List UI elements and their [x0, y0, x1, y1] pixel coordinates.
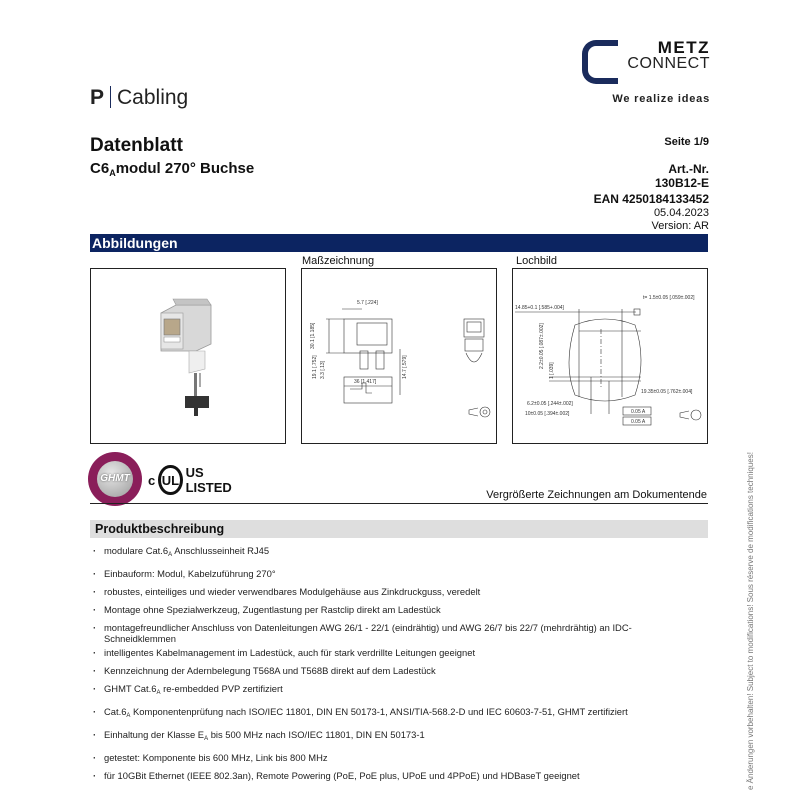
svg-text:1 [.039]: 1 [.039] [549, 362, 555, 379]
list-item: · $Cat.6_A$ Komponentenprüfung nach ISO/IEC 11801, DIN EN 50173-1, ANSI/TIA-568.2-D und IEC 60603-7-51, GHMT zertifiziert [92, 706, 702, 722]
section-abbildungen: Abbildungen [90, 234, 708, 252]
list-item: · intelligentes Kabelmanagement im Ladestück, auch für stark verdrillte Leitungen geeignet [92, 647, 702, 658]
ul-listed-badge: c UL US LISTED [148, 465, 232, 495]
svg-text:0.05 A: 0.05 A [631, 419, 646, 425]
logo-connect: CONNECT [627, 55, 710, 72]
product-description-list [92, 545, 702, 781]
art-label: Art.-Nr. [668, 162, 709, 176]
list-item: · montagefreundlicher Anschluss von Datenleitungen AWG 26/1 - 22/1 (eindrähtig) und AWG 26/7 bis 22/7 (mehrdrähtig) an IDC-Schneidklemmen [92, 622, 702, 644]
svg-text:6.2±0.05 [.244±.002]: 6.2±0.05 [.244±.002] [527, 401, 573, 407]
list-item: · Kennzeichnung der Adernbelegung T568A und T568B direkt auf dem Ladestück [92, 665, 702, 676]
ghmt-badge-icon: GHMT [88, 452, 142, 506]
svg-text:14.7 [.579]: 14.7 [.579] [402, 355, 408, 379]
svg-text:30.1 [1.185]: 30.1 [1.185] [310, 322, 316, 349]
list-item: · für 10GBit Ethernet (IEEE 802.3an), Remote Powering (PoE, PoE plus, UPoE und 4PPoE) und HDBaseT geeignet [92, 770, 702, 781]
logo-tagline: We realize ideas [612, 93, 710, 105]
svg-text:t= 1.5±0.05 [.059±.002]: t= 1.5±0.05 [.059±.002] [643, 295, 695, 301]
page-number: Seite 1/9 [664, 136, 709, 148]
metz-connect-logo [582, 38, 712, 108]
list-item: · getestet: Komponente bis 600 MHz, Link bis 800 MHz [92, 752, 702, 763]
dimension-drawing-icon [302, 269, 496, 443]
svg-text:2.2±0.05 [.087±.002]: 2.2±0.05 [.087±.002] [539, 323, 545, 369]
ean: EAN 4250184133452 [593, 192, 709, 206]
enlarged-drawings-note: Vergrößerte Zeichnungen am Dokumentende [486, 489, 707, 501]
dimension-drawing [301, 268, 497, 444]
list-item: · Einbauform: Modul, Kabelzuführung 270° [92, 568, 702, 579]
page-title: Datenblatt [90, 135, 183, 156]
list-item: · Montage ohne Spezialwerkzeug, Zugentlastung per Rastclip direkt am Ladestück [92, 604, 702, 615]
date: 05.04.2023 [653, 207, 709, 219]
svg-text:5.7 [.224]: 5.7 [.224] [357, 300, 378, 306]
figure-label-dimension: Maßzeichnung [302, 255, 375, 267]
svg-text:0.05 A: 0.05 A [631, 409, 646, 415]
list-item: · GHMT $Cat.6_A$ re-embedded PVP zertifiziert [92, 683, 702, 699]
rj45-module-photo-icon [91, 269, 285, 443]
version: Version: AR [651, 220, 709, 232]
section-produktbeschreibung: Produktbeschreibung [90, 520, 708, 538]
page-subtitle: $C6_Amodul$ 270° Buchse [90, 160, 255, 178]
svg-text:36 [1.417]: 36 [1.417] [354, 379, 377, 385]
product-photo [90, 268, 286, 444]
ul-mark-icon: UL [158, 465, 182, 495]
side-disclaimer: e Änderungen vorbehalten! Subject to modifications! Sous réserve de modifications techniques! [746, 452, 755, 790]
product-line: P Cabling [90, 86, 189, 109]
figure-label-hole: Lochbild [516, 255, 557, 267]
svg-text:3.3 [.13]: 3.3 [.13] [320, 360, 326, 379]
hole-pattern-icon [513, 269, 707, 443]
list-item: · Einhaltung der Klasse $E_A$ bis 500 MHz nach ISO/IEC 11801, DIN EN 50173-1 [92, 729, 702, 745]
svg-text:14.85+0.1 [.585+.004]: 14.85+0.1 [.585+.004] [515, 305, 564, 311]
svg-text:10±0.05 [.394±.002]: 10±0.05 [.394±.002] [525, 411, 570, 417]
divider [90, 503, 708, 504]
list-item: · modulare $Cat.6_A$ Anschlusseinheit RJ45 [92, 545, 702, 561]
hole-pattern-drawing [512, 268, 708, 444]
list-item: · robustes, einteiliges und wieder verwendbares Modulgehäuse aus Zinkdruckguss, veredelt [92, 586, 702, 597]
logo-metz: METZ [657, 38, 710, 57]
svg-text:19.35±0.05 [.762±.004]: 19.35±0.05 [.762±.004] [641, 389, 693, 395]
svg-text:19.1 [.752]: 19.1 [.752] [312, 355, 318, 379]
art-number: 130B12-E [654, 176, 709, 190]
divider [110, 86, 111, 108]
